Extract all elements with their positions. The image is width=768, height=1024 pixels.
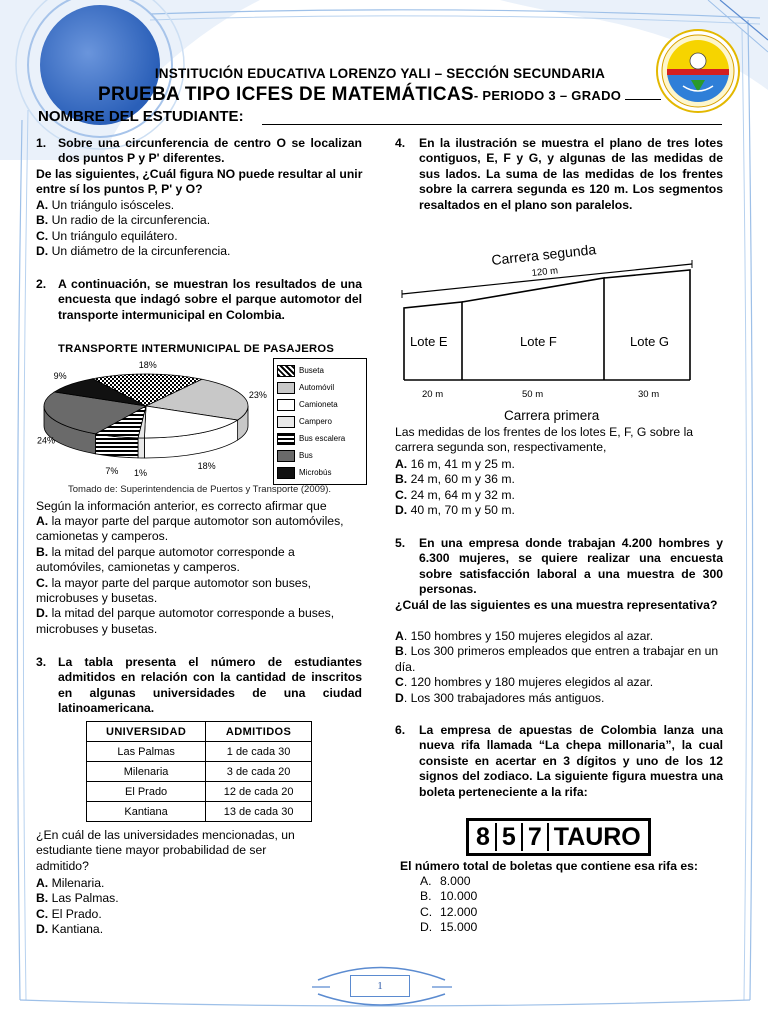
table-cell: El Prado	[87, 782, 206, 802]
table-row	[87, 802, 312, 822]
q3-number: 3.	[36, 655, 47, 669]
bottom-street-label: Carrera primera	[504, 408, 600, 423]
top-street-label: Carrera segunda	[490, 241, 597, 268]
table-cell: 12 de cada 20	[206, 782, 312, 802]
table-cell: Kantiana	[87, 802, 206, 822]
q6-option-b[interactable]: B. 10.000	[420, 889, 478, 904]
legend-swatch	[277, 467, 295, 479]
ticket-digit-2: 5	[497, 823, 523, 851]
q3-option-c[interactable]: C. El Prado.	[36, 906, 102, 921]
lot-f-label: Lote F	[520, 334, 557, 349]
q2-stem: A continuación, se muestran los resultados de una encuesta que indagó sobre el parque automotor del transporte intermunicipal en Colombia.	[58, 277, 362, 322]
legend-swatch	[277, 382, 295, 394]
legend-label: Microbús	[299, 468, 332, 477]
school-logo	[655, 28, 741, 114]
q1-stem-block	[36, 136, 362, 167]
q5-option-c[interactable]: C. 120 hombres y 180 mujeres elegidos al azar.	[395, 675, 654, 690]
table-row	[87, 762, 312, 782]
period-label: - PERIODO 3 – GRADO	[473, 88, 622, 103]
legend-label: Bus	[299, 451, 313, 460]
table-row	[87, 782, 312, 802]
legend-item	[277, 396, 363, 413]
legend-label: Automóvil	[299, 383, 335, 392]
legend-item	[277, 413, 363, 430]
institution-title: INSTITUCIÓN EDUCATIVA LORENZO YALI – SECCIÓN SECUNDARIA	[154, 66, 606, 81]
pie-slice-side	[138, 438, 144, 458]
q4-question: Las medidas de los frentes de los lotes E, F, G sobre la carrera segunda son, respectivamente,	[395, 425, 694, 455]
q5-question: ¿Cuál de las siguientes es una muestra representativa?	[395, 598, 718, 612]
q4-number: 4.	[395, 136, 406, 150]
pie-value-label: 18%	[138, 360, 157, 370]
legend-item	[277, 379, 363, 396]
q5-option-a[interactable]: A. 150 hombres y 150 mujeres elegidos al azar.	[395, 629, 654, 643]
q2-options	[36, 514, 358, 637]
q4-option-b[interactable]: B. 24 m, 60 m y 36 m.	[395, 472, 515, 487]
q3-option-a[interactable]: A. Milenaria.	[36, 876, 105, 890]
raffle-ticket	[466, 818, 651, 856]
page-number: 1	[350, 975, 410, 997]
legend-swatch	[277, 399, 295, 411]
q1-options	[36, 198, 366, 260]
legend-swatch	[277, 365, 295, 377]
lot-g-label: Lote G	[630, 334, 670, 349]
q5-options	[395, 629, 725, 706]
q5-number: 5.	[395, 536, 406, 550]
q5-stem-block	[395, 536, 723, 598]
pie-value-label: 18%	[197, 461, 216, 472]
q3-question: ¿En cuál de las universidades mencionadas, un estudiante tiene mayor probabilidad de ser admitido?	[36, 828, 295, 873]
q6-option-d[interactable]: D. 15.000	[420, 920, 478, 935]
legend-item	[277, 362, 363, 379]
table-header-university: UNIVERSIDAD	[87, 722, 206, 742]
q4-options	[395, 457, 725, 519]
q2-question: Según la información anterior, es correcto afirmar que	[36, 499, 327, 513]
table-cell: Las Palmas	[87, 742, 206, 762]
q5-option-b[interactable]: B. Los 300 primeros empleados que entren a trabajar en un día.	[395, 644, 719, 674]
q2-option-a[interactable]: A. la mayor parte del parque automotor son automóviles, camionetas y camperos.	[36, 514, 344, 544]
q6-question: El número total de boletas que contiene esa rifa es:	[400, 859, 698, 873]
chart-title: TRANSPORTE INTERMUNICIPAL DE PASAJEROS	[58, 343, 335, 355]
lot-g-bottom-length: 30 m	[638, 389, 660, 400]
q6-stem-block	[395, 723, 723, 800]
q6-stem: La empresa de apuestas de Colombia lanza una nueva rifa llamada “La chepa millonaria”, la cual consiste en acertar en 3 dígitos y uno de los 12 signos del zodiaco. La siguiente figura muestra una boleta perteneciente a la rifa:	[419, 723, 723, 799]
q6-option-c[interactable]: C. 12.000	[420, 904, 478, 919]
lot-e-label: Lote E	[410, 334, 448, 349]
q2-number: 2.	[36, 277, 47, 291]
q2-stem-block	[36, 277, 362, 323]
q4-option-a[interactable]: A. 16 m, 41 m y 25 m.	[395, 457, 515, 471]
q1-question: De las siguientes, ¿Cuál figura NO puede resultar al unir entre sí los puntos P, P' y O?	[36, 167, 363, 197]
test-title-line	[98, 84, 658, 106]
q3-option-d[interactable]: D. Kantiana.	[36, 922, 104, 937]
legend-item	[277, 464, 363, 481]
table-row	[87, 742, 312, 762]
q1-stem: Sobre una circunferencia de centro O se localizan dos puntos P y P' diferentes.	[58, 136, 362, 166]
lot-f-bottom-length: 50 m	[522, 389, 544, 400]
ticket-digit-1: 8	[471, 823, 497, 851]
ticket-sign: TAURO	[553, 823, 641, 851]
q4-stem: En la ilustración se muestra el plano de tres lotes contiguos, E, F y G, y algunas de las medidas de sus lados. La suma de las medidas de los frentes sobre la carrera segunda es 120 m. Los segmentos resaltados en el plano son paralelos.	[419, 136, 723, 212]
lots-diagram	[396, 234, 700, 426]
legend-item	[277, 430, 363, 447]
test-title: PRUEBA TIPO ICFES DE MATEMÁTICAS	[98, 84, 474, 105]
legend-label: Buseta	[299, 366, 324, 375]
table-cell: 3 de cada 20	[206, 762, 312, 782]
pie-chart	[36, 358, 274, 482]
q3-options	[36, 876, 336, 938]
student-name-label: NOMBRE DEL ESTUDIANTE:	[38, 108, 244, 125]
legend-item	[277, 447, 363, 464]
q5-option-d[interactable]: D. Los 300 trabajadores más antiguos.	[395, 690, 605, 705]
legend-label: Camioneta	[299, 400, 338, 409]
q3-stem-block	[36, 655, 362, 717]
table-cell: Milenaria	[87, 762, 206, 782]
q1-number: 1.	[36, 136, 47, 150]
q6-options	[420, 874, 620, 936]
q5-stem: En una empresa donde trabajan 4.200 hombres y 6.300 mujeres, se quiere realizar una encuesta sobre satisfacción laboral a una muestra de 300 personas.	[419, 536, 723, 597]
q1-option-a[interactable]: A. Un triángulo isósceles.	[36, 198, 175, 212]
q1-option-b[interactable]: B. Un radio de la circunferencia.	[36, 213, 211, 228]
legend-label: Campero	[299, 417, 332, 426]
q4-stem-block	[395, 136, 723, 213]
q4-option-d[interactable]: D. 40 m, 70 m y 50 m.	[395, 503, 515, 518]
legend-swatch	[277, 450, 295, 462]
legend-label: Bus escalera	[299, 434, 346, 443]
pie-value-label: 9%	[53, 371, 67, 382]
q3-stem: La tabla presenta el número de estudiantes admitidos en relación con la cantidad de inscritos en algunas universidades de una ciudad latinoamericana.	[58, 655, 362, 716]
top-length-label: 120 m	[531, 265, 559, 279]
table-header-admitted: ADMITIDOS	[206, 722, 312, 742]
legend-swatch	[277, 433, 295, 445]
ticket-digit-3: 7	[523, 823, 549, 851]
q2-option-c[interactable]: C. la mayor parte del parque automotor son buses, microbuses y busetas.	[36, 575, 312, 606]
q1-option-c[interactable]: C. Un triángulo equilátero.	[36, 228, 178, 243]
pie-value-label: 24%	[36, 435, 56, 446]
q2-option-d[interactable]: D. la mitad del parque automotor corresponde a buses, microbuses y busetas.	[36, 606, 335, 636]
pie-legend	[273, 358, 367, 485]
student-name-field[interactable]	[262, 124, 722, 125]
chart-source: Tomado de: Superintendencia de Puertos y Transporte (2009).	[68, 484, 331, 495]
q1-option-d[interactable]: D. Un diámetro de la circunferencia.	[36, 244, 231, 259]
table-cell: 13 de cada 30	[206, 802, 312, 822]
q3-option-b[interactable]: B. Las Palmas.	[36, 891, 119, 906]
q6-number: 6.	[395, 723, 406, 737]
pie-value-label: 1%	[134, 467, 148, 478]
admissions-table	[86, 721, 312, 822]
legend-swatch	[277, 416, 295, 428]
q2-option-b[interactable]: B. la mitad del parque automotor corresponde a automóviles, camionetas y camperos.	[36, 544, 295, 575]
lot-e-bottom-length: 20 m	[422, 389, 444, 400]
pie-value-label: 7%	[105, 465, 119, 476]
q4-option-c[interactable]: C. 24 m, 64 m y 32 m.	[395, 487, 515, 502]
q6-option-a[interactable]: A. 8.000	[420, 874, 471, 888]
pie-value-label: 23%	[248, 389, 267, 400]
table-cell: 1 de cada 30	[206, 742, 312, 762]
